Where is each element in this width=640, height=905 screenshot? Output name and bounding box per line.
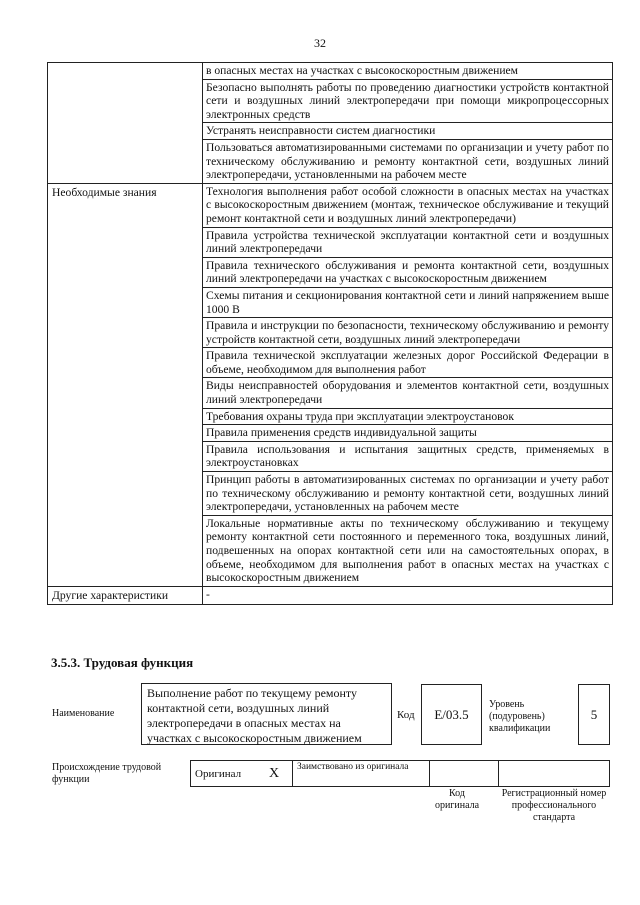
table-row [48,63,613,80]
knowledge-table [47,62,613,605]
table-cell: Виды неисправностей оборудования и элементов контактной сети, воздушных линий электропередачи [203,378,613,408]
page-number: 32 [314,36,326,50]
table-row [48,183,613,227]
row-label-required-knowledge: Необходимые знания [48,183,203,586]
table-cell: Правила технической эксплуатации железных дорог Российской Федерации в объеме, необходимом для выполнения работ [203,348,613,378]
function-name-box: Выполнение работ по текущему ремонту контактной сети, воздушных линий электропередачи в опасных местах на участках с высокоскоростным движением [141,683,392,745]
code-value-box: E/03.5 [421,684,482,745]
table-cell: Правила применения средств индивидуальной защиты [203,425,613,442]
table-cell: - [203,586,613,605]
name-label: Наименование [52,708,115,719]
reg-number-cell [499,761,610,787]
table-cell: Правила устройства технической эксплуатации контактной сети и воздушных линий электропередачи [203,227,613,257]
table-cell: Схемы питания и секционирования контактной сети и линий напряжением выше 1000 В [203,287,613,317]
table-cell: Локальные нормативные акты по техническому обслуживанию и текущему ремонту контактной сети постоянного и переменного тока, воздушных линий, подвешенных на опорах контактной сети или на самостоятельных опорах, в объеме, необходимом для выполнения работ в опасных местах на участках с высокоскоростным движением [203,515,613,586]
table-cell: Безопасно выполнять работы по проведению диагностики устройств контактной сети и воздушных линий электропередачи при помощи микропроцессорных электронных средств [203,79,613,123]
borrowed-label: Заимствовано из оригинала [293,761,430,787]
table-cell: Правила и инструкции по безопасности, техническому обслуживанию и ремонту устройств контактной сети, воздушных линий электропередачи [203,318,613,348]
level-value-box: 5 [578,684,610,745]
table-cell: Принцип работы в автоматизированных системах по организации и учету работ по техническому обслуживанию и ремонту контактной сети, воздушных линий электропередачи, установленных на рабочем месте [203,472,613,516]
origin-label: Происхождение трудовой функции [52,762,162,785]
table-cell: Правила использования и испытания защитных средств, применяемых в электроустановках [203,441,613,471]
table-row [48,586,613,605]
row-label [48,63,203,184]
level-label: Уровень (подуровень) квалификации [489,699,551,734]
row-label-other-characteristics: Другие характеристики [48,586,203,605]
original-mark: X [256,761,293,787]
table-cell: Устранять неисправности систем диагностики [203,123,613,140]
origin-table [190,760,610,787]
reg-number-caption: Регистрационный номер профессионального стандарта [501,788,607,823]
table-cell: Требования охраны труда при эксплуатации электроустановок [203,408,613,425]
original-label: Оригинал [191,761,257,787]
table-cell: Правила технического обслуживания и ремонта контактной сети, воздушных линий электропередачи на участках с высокоскоростным движением [203,257,613,287]
code-original-cell [430,761,499,787]
table-cell: в опасных местах на участках с высокоскоростным движением [203,63,613,80]
code-original-caption: Код оригинала [434,788,480,811]
table-cell: Пользоваться автоматизированными системами по организации и учету работ по техническому обслуживанию и ремонту контактной сети, воздушных линий электропередачи, установленными на рабочем месте [203,139,613,183]
section-heading: 3.5.3. Трудовая функция [51,655,194,670]
table-cell: Технология выполнения работ особой сложности в опасных местах на участках с высокоскоростным движением (монтаж, техническое обслуживание и текущий ремонт контактной сети и воздушных линий электропередачи) [203,183,613,227]
code-label: Код [397,709,415,721]
